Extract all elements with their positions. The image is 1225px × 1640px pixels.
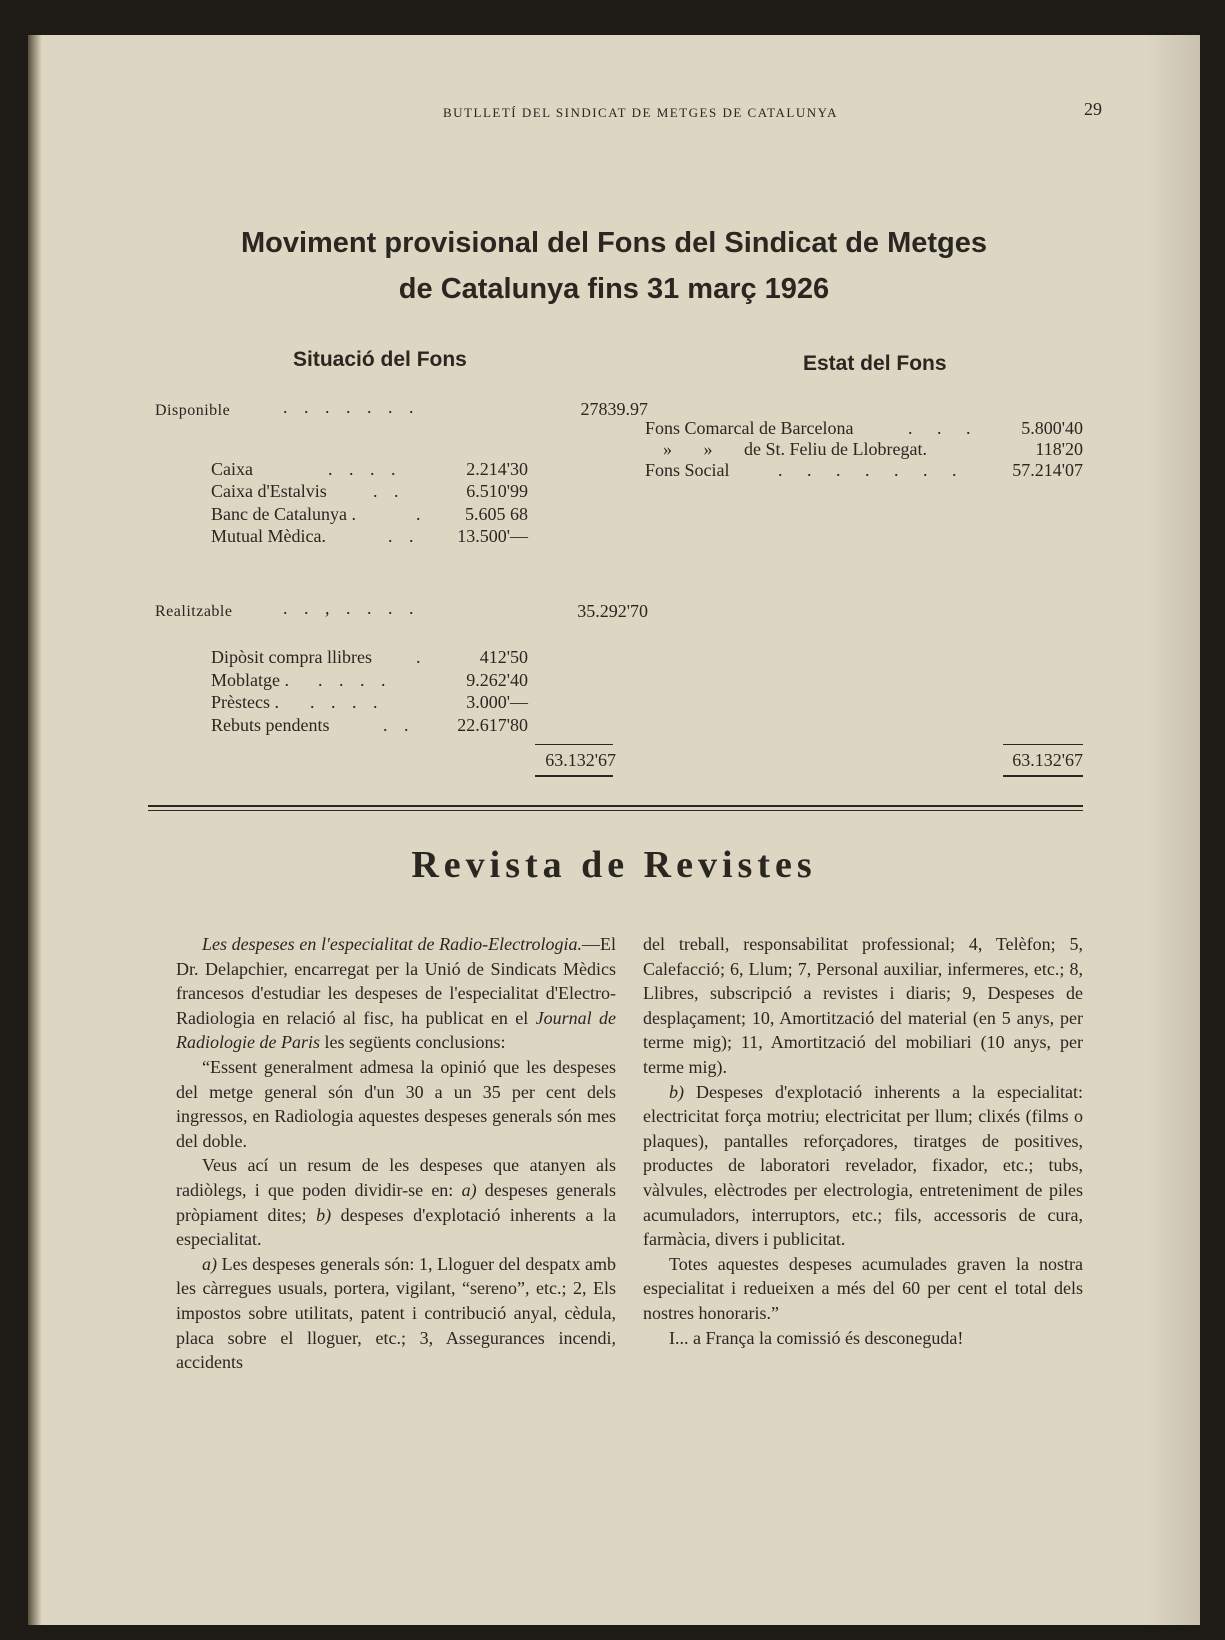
article-paragraph: Totes aquestes despeses acumulades graven la nostra especialitat i redueixen a més del 60 per cent el total dels nostres honoraris.” bbox=[643, 1253, 1083, 1323]
item-dots: . . bbox=[388, 526, 420, 546]
estat-item-label: » » de St. Feliu de Llobregat. bbox=[663, 439, 927, 459]
list-marker: a) bbox=[461, 1179, 477, 1200]
article-title: Les despeses en l'especialitat de Radio-Electrologia. bbox=[202, 934, 582, 954]
table-title-line1: Moviment provisional del Fons del Sindicat de Metges bbox=[240, 227, 988, 259]
item-dots: . bbox=[416, 504, 421, 524]
article-text: Les despeses generals són: 1, Lloguer del despatx amb les càrregues usuals, portera, vigilant, “sereno”, etc.; 2, Els impostos sobre utilitats, patent i contribució anyal, cèdula, placa sobre el lloguer, etc.; 3, Assegurances incendi, accidents bbox=[176, 1253, 616, 1373]
disponible-label: Disponible bbox=[155, 402, 231, 419]
estat-heading: Estat del Fons bbox=[803, 352, 947, 375]
item-label: Caixa d'Estalvis bbox=[211, 481, 327, 501]
item-dots: . . bbox=[383, 715, 415, 735]
item-value: 9.262'40 bbox=[466, 670, 528, 690]
page-number: 29 bbox=[1084, 99, 1102, 119]
article-paragraph: I... a França la comissió és desconeguda! bbox=[669, 1327, 964, 1348]
article-paragraph: del treball, responsabilitat professional; 4, Telèfon; 5, Calefacció; 6, Llum; 7, Personal auxiliar, infermeres, etc.; 8, Llibres, subscripció a revistes i diaris; 9, Despeses de desplaçament; 10, Amortització del material (en 5 anys, per terme mig); 11, Amortització del mobiliari (10 anys, per terme mig). bbox=[643, 934, 1083, 1077]
item-dots: . . bbox=[373, 481, 405, 501]
situacio-sum-rule-bottom bbox=[535, 775, 613, 777]
estat-item-label: Fons Comarcal de Barcelona bbox=[645, 418, 854, 438]
item-label: Dipòsit compra llibres bbox=[211, 647, 372, 667]
item-value: 6.510'99 bbox=[466, 481, 528, 501]
list-marker: b) bbox=[316, 1204, 332, 1225]
item-value: 5.605 68 bbox=[465, 504, 528, 524]
item-value: 412'50 bbox=[479, 647, 528, 667]
article-text: —El Dr. Delapchier, encarregat per la Unió de Sindicats Mèdics francesos d'estudiar les despeses de l'especialitat d'Electro-Radiologia en relació al fisc, ha publicat en el bbox=[176, 934, 616, 1028]
article-left-column bbox=[176, 932, 616, 1375]
table-title-line2: de Catalunya fins 31 març 1926 bbox=[398, 273, 830, 305]
article-text: Despeses d'explotació inherents a la especialitat: electricitat força motriu; electricitat per llum; clixés (films o plaques), pantalles reforçadores, tiratges de positives, productes de laboratori revelador, fixador, etc.; tubs, vàlvules, elèctrodes per electrologia, entreteniment de piles acumuladors, interruptors, etc.; fils, accessoris de cura, farmàcia, divers i publicitat. bbox=[643, 1081, 1083, 1250]
item-label: Moblatge . bbox=[211, 670, 289, 690]
item-label: Prèstecs . bbox=[211, 692, 279, 712]
estat-item-dots: . . . bbox=[908, 418, 981, 438]
disponible-dots: . . . . . . . bbox=[283, 397, 420, 417]
item-value: 3.000'— bbox=[466, 692, 528, 712]
estat-sum-rule-top bbox=[1003, 744, 1083, 745]
article-text: les següents conclusions: bbox=[319, 1032, 506, 1053]
item-label: Banc de Catalunya . bbox=[211, 504, 356, 524]
estat-item-value: 57.214'07 bbox=[1012, 460, 1083, 480]
separator-rule-thin bbox=[148, 810, 1083, 811]
estat-item-label: Fons Social bbox=[645, 460, 730, 480]
article-text: despeses d'explotació inherents a la especialitat. bbox=[176, 1204, 616, 1250]
realitzable-total: 35.292'70 bbox=[577, 601, 648, 621]
disponible-total: 27839.97 bbox=[580, 399, 648, 419]
section-heading: Revista de Revistes bbox=[411, 844, 817, 886]
separator-rule-thick bbox=[148, 805, 1083, 807]
estat-item-value: 5.800'40 bbox=[1021, 418, 1083, 438]
item-dots: . . . . bbox=[318, 670, 392, 690]
item-value: 22.617'80 bbox=[457, 715, 528, 735]
situacio-total: 63.132'67 bbox=[545, 750, 616, 770]
estat-sum-rule-bottom bbox=[1003, 775, 1083, 777]
item-dots: . bbox=[416, 647, 421, 667]
running-header: BUTLLETÍ DEL SINDICAT DE METGES DE CATALUNYA bbox=[443, 105, 838, 120]
situacio-heading: Situació del Fons bbox=[293, 348, 467, 371]
item-value: 13.500'— bbox=[457, 526, 528, 546]
article-text: despeses generals pròpiament dites; bbox=[176, 1179, 617, 1225]
article-paragraph: “Essent generalment admesa la opinió que les despeses del metge general són d'un 30 a un 35 per cent dels ingressos, en Radiologia aquestes despeses generals són mes del doble. bbox=[176, 1056, 616, 1151]
list-marker: b) bbox=[669, 1081, 684, 1102]
item-label: Caixa bbox=[211, 459, 253, 479]
list-marker: a) bbox=[202, 1253, 217, 1274]
item-label: Rebuts pendents bbox=[211, 715, 330, 735]
realitzable-label: Realitzable bbox=[155, 603, 233, 620]
situacio-sum-rule-top bbox=[535, 744, 613, 745]
book-page bbox=[28, 35, 1200, 1625]
item-dots: . . . . bbox=[310, 692, 384, 712]
item-dots: . . . . bbox=[328, 459, 402, 479]
article-text: Veus ací un resum de les despeses que atanyen als radiòlegs, i que poden dividir-se en: bbox=[176, 1155, 616, 1200]
estat-item-value: 118'20 bbox=[1035, 439, 1083, 459]
estat-item-dots: . . . . . . . bbox=[778, 460, 967, 480]
estat-total: 63.132'67 bbox=[1012, 750, 1083, 770]
item-label: Mutual Mèdica. bbox=[211, 526, 326, 546]
journal-name: Journal de Radiologie de Paris bbox=[176, 1007, 617, 1053]
realitzable-dots: . . , . . . . bbox=[283, 598, 420, 618]
article-right-column bbox=[643, 932, 1083, 1350]
item-value: 2.214'30 bbox=[466, 459, 528, 479]
